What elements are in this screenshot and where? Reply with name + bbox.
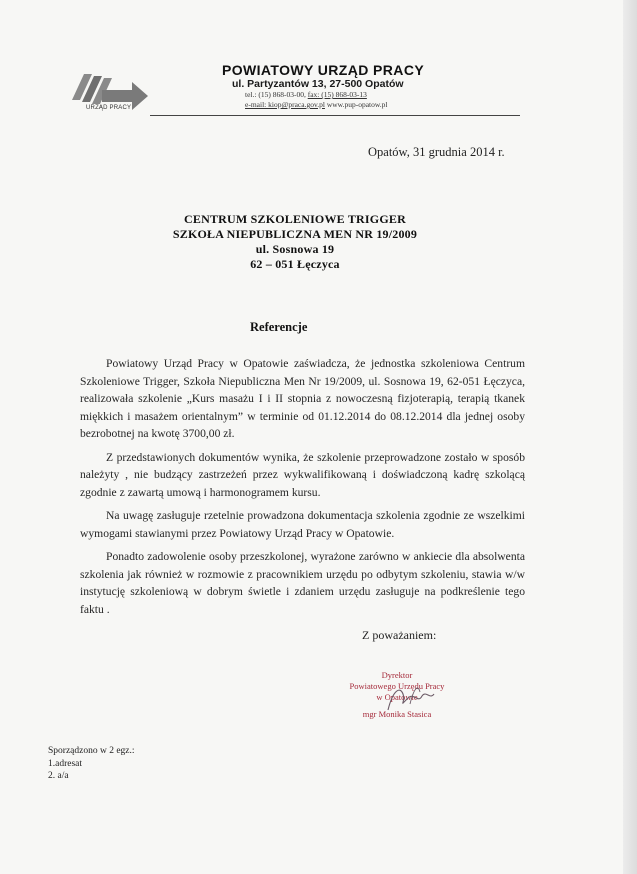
logo-caption: URZĄD PRACY — [86, 105, 132, 111]
recipient-line: SZKOŁA NIEPUBLICZNA MEN NR 19/2009 — [172, 227, 418, 241]
org-phone: tel.: (15) 868-03-00, — [245, 90, 306, 99]
closing-greeting: Z poważaniem: — [362, 628, 437, 642]
stamp-line: mgr Monika Stasica — [362, 709, 432, 719]
org-email[interactable]: e-mail: kiop@praca.gov.pl — [245, 100, 325, 109]
org-address: ul. Partyzantów 13, 27-500 Opatów — [232, 78, 404, 90]
body-paragraph: Powiatowy Urząd Pracy w Opatowie zaświadcza, że jednostka szkoleniowa Centrum Szkoleniowe Trigger, Szkoła Niepubliczna Men Nr 19/2009, ul. Sosnowa 19, 62-051 Łęczyca, realizowała szkolenie „Kurs masażu I i II stopnia z nowoczesną fizjoterapią, terapią tkanek miękkich i masażem orientalnym” w terminie od 01.12.2014 do 08.12.2014 dla jednej osoby bezrobotnej na kwotę 3700,00 zł. — [80, 357, 525, 440]
body-paragraph: Na uwagę zasługuje rzetelnie prowadzona dokumentacja szkolenia zgodnie ze wszelkimi wymogami stawianymi przez Powiatowy Urząd Pracy w Opatowie. — [80, 509, 525, 540]
footer-line: 2. a/a — [48, 771, 69, 781]
body-paragraph: Z przedstawionych dokumentów wynika, że szkolenie przeprowadzone zostało w sposób należyty , nie budzący zastrzeżeń przez wykwalifikowaną i doświadczoną kadrę szkolącą zgodnie z zawartą umową i harmonogramem kursu. — [80, 450, 525, 499]
body-paragraph: Ponadto zadowolenie osoby przeszkolonej, wyrażone zarówno w ankiecie dla absolwenta szkolenia jak również w rozmowie z pracownikiem urzędu po odbytym szkoleniu, stawia w/w instytucję szkoleniową w dobrym świetle i zdaniem urzędu zasługuje na podkreślenie tego faktu . — [80, 550, 525, 616]
footer-line: 1.adresat — [48, 758, 83, 769]
letter-title: Referencje — [250, 320, 308, 334]
recipient-block — [100, 212, 490, 272]
stamp-line: Powiatowego Urzędu Pracy — [349, 681, 445, 691]
letter-body — [80, 355, 525, 618]
stamp-line: w Opatowie — [376, 692, 418, 702]
org-contact — [245, 90, 485, 110]
recipient-line: 62 – 051 Łęczyca — [250, 257, 340, 271]
org-name: POWIATOWY URZĄD PRACY — [222, 62, 425, 78]
copies-note — [48, 745, 135, 783]
footer-line: Sporządzono w 2 egz.: — [48, 746, 135, 756]
page-edge — [623, 0, 637, 874]
recipient-line: CENTRUM SZKOLENIOWE TRIGGER — [184, 212, 406, 226]
letter-date: Opatów, 31 grudnia 2014 r. — [368, 145, 505, 159]
org-web[interactable]: www.pup-opatow.pl — [326, 100, 388, 109]
stamp-line: Dyrektor — [381, 670, 413, 680]
org-fax: fax: (15) 868-03-13 — [307, 90, 367, 99]
header-divider — [150, 115, 520, 116]
handwritten-signature — [348, 680, 458, 716]
recipient-line: ul. Sosnowa 19 — [255, 242, 335, 256]
